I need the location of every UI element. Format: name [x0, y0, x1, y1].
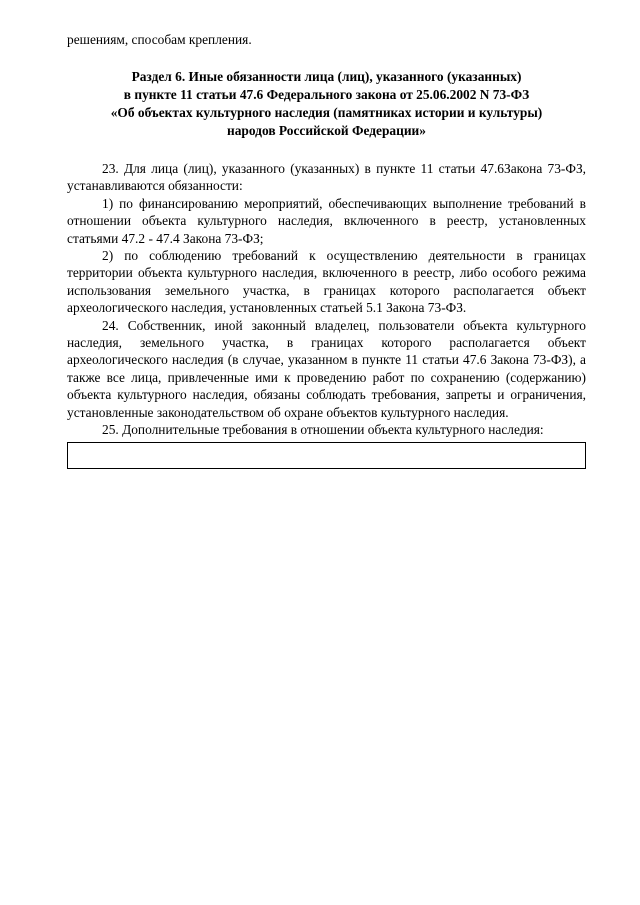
heading-line-2: в пункте 11 статьи 47.6 Федерального закона от 25.06.2002 N 73-ФЗ	[123, 87, 530, 102]
additional-requirements-field[interactable]	[67, 442, 586, 469]
paragraph-23-item-1: 1) по финансированию мероприятий, обеспечивающих выполнение требований в отношении объекта культурного наследия, включенного в реестр, установленных статьями 47.2 - 47.4 Закона 73-ФЗ;	[67, 195, 586, 246]
paragraph-24: 24. Собственник, иной законный владелец, пользователи объекта культурного наследия, земельного участка, в границах которого располагается объект археологического наследия (в случае, указанном в пункте 11 статьи 47.6 Закона 73-ФЗ), а также все лица, привлеченные ими к проведению работ по сохранению (содержанию) объекта культурного наследия, обязаны соблюдать требования, запреты и ограничения, установленные законодательством об охране объектов культурного наследия.	[67, 317, 586, 420]
paragraph-23-item-2: 2) по соблюдению требований к осуществлению деятельности в границах территории объекта культурного наследия, включенного в реестр, либо особого режима использования земельного участка, в границах которого располагается объект археологического наследия, установленных статьей 5.1 Закона 73-ФЗ.	[67, 248, 586, 316]
document-page	[67, 30, 586, 469]
heading-line-1: Раздел 6. Иные обязанности лица (лиц), указанного (указанных)	[131, 69, 522, 84]
section-6-body	[67, 160, 586, 469]
section-6-heading	[67, 68, 586, 140]
paragraph-25: 25. Дополнительные требования в отношении объекта культурного наследия:	[102, 422, 544, 438]
paragraph-23: 23. Для лица (лиц), указанного (указанных) в пункте 11 статьи 47.6Закона 73-ФЗ, устанавливаются обязанности:	[67, 161, 586, 194]
continuation-text: решениям, способам крепления.	[67, 32, 252, 47]
heading-line-4: народов Российской Федерации»	[227, 123, 426, 138]
heading-line-3: «Об объектах культурного наследия (памятниках истории и культуры)	[110, 105, 543, 120]
